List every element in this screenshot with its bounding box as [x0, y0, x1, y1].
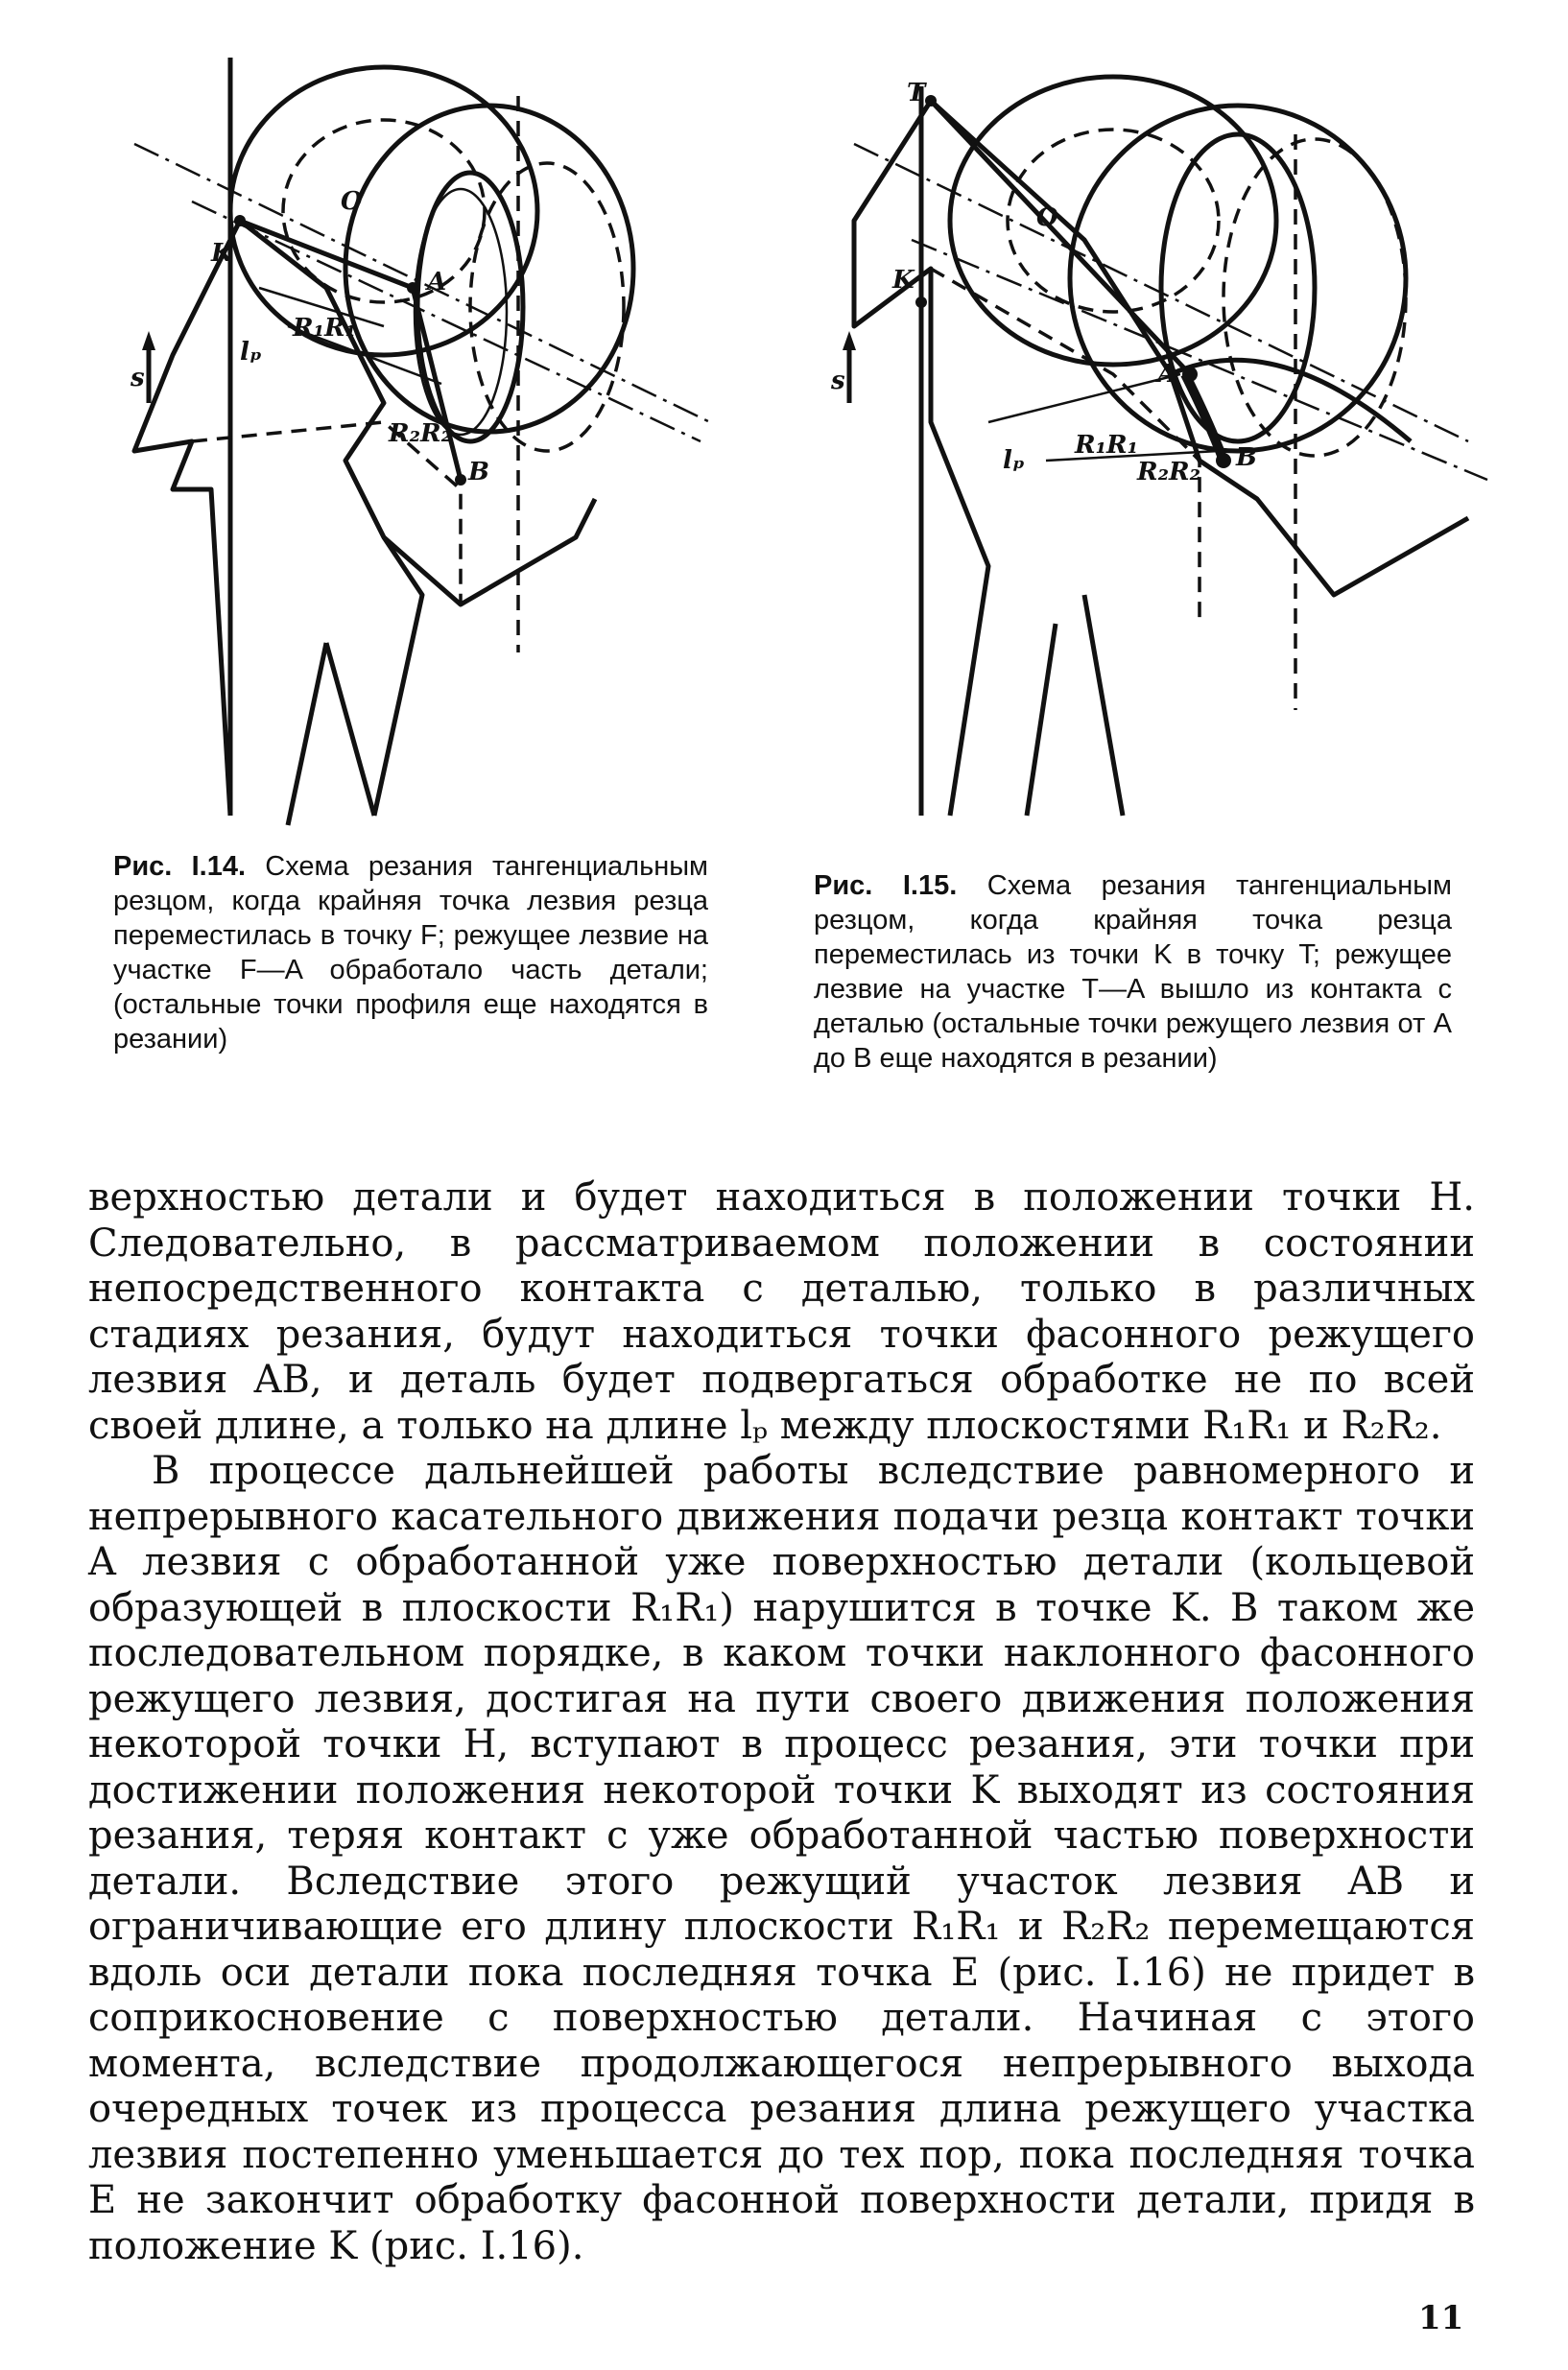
label-t: T [907, 79, 926, 107]
label-a: A [1157, 360, 1177, 389]
point-t-marker [925, 95, 937, 107]
page-number: 11 [1418, 2299, 1464, 2337]
edge-k-a [240, 221, 413, 288]
figure-1-14-caption-label: Рис. I.14. [113, 851, 247, 882]
label-s: s [131, 364, 145, 392]
figure-1-15 [796, 58, 1497, 835]
plane-r1 [988, 374, 1180, 422]
label-lp: lₚ [240, 338, 262, 367]
label-o: O [1036, 203, 1058, 232]
feed-arrow-head [843, 331, 856, 350]
figure-1-14-caption [113, 849, 708, 1056]
figure-1-15-drawing [796, 58, 1497, 835]
label-b: B [1236, 443, 1257, 472]
edge-a-b [413, 288, 461, 480]
tool-shank-left [288, 643, 326, 825]
body-text [88, 1175, 1475, 2269]
label-a: A [427, 268, 447, 296]
point-b-marker [455, 474, 466, 486]
tool-shank-right [326, 643, 374, 816]
label-o: O [341, 187, 363, 216]
tool-contour-right [931, 101, 1468, 595]
figure-1-14-caption-text: Схема резания тангенциальным резцом, когда крайняя точка лезвия резца переместилась в точку F; режущее лезвие на участке F—A обработало часть детали; (остальные точки профиля еще находятся в резании) [113, 851, 708, 1055]
point-k-marker [915, 296, 927, 308]
tool-contour-left [134, 221, 240, 816]
label-k: K [892, 266, 915, 295]
paragraph: В процессе дальнейшей работы вследствие равномерного и непрерывного касательного движения подачи резца контакт точки A лезвия с обработанной уже поверхностью детали (кольцевой образующей в плоскости R₁R₁) нарушится в точке K. В таком же последовательном порядке, в каком точки наклонного фасонного режущего лезвия, достигая на пути своего движения положения некоторой точки H, вступают в процесс резания, эти точки при достижении положения некоторой точки K выходят из состояния резания, теряя контакт с уже обработанной частью поверхности детали. Вследствие этого режущий участок лезвия AB и ограничивающие его длину плоскости R₁R₁ и R₂R₂ перемещаются вдоль оси детали пока последняя точка E (рис. I.16) не придет в соприкосновение с поверхностью детали. Начиная с этого момента, вследствие продолжающегося непрерывного выхода очередных точек из процесса резания длина режущего участка лезвия постепенно уменьшается до тех пор, пока последняя точка E не закончит обработку фасонной поверхности детали, придя в положение K (рис. I.16). [88, 1449, 1475, 2268]
figure-1-14 [96, 38, 729, 835]
figure-1-15-caption-label: Рис. I.15. [814, 870, 958, 901]
label-r1r1: R₁R₁ [293, 314, 356, 343]
figure-1-15-caption-text: Схема резания тангенциальным резцом, когда крайняя точка резца переместилась из точки K в точку T; режущее лезвие на участке T—A вышло из контакта с деталью (остальные точки режущего лезвия от A до B еще находятся в резании) [814, 870, 1452, 1074]
label-r1r1: R₁R₁ [1075, 431, 1138, 460]
detail-end-face [345, 106, 633, 432]
label-k: K [211, 239, 233, 268]
label-b: B [468, 458, 489, 486]
detail-ring-dashed [470, 163, 624, 451]
figure-1-15-caption [814, 868, 1452, 1076]
figure-1-14-drawing [96, 38, 729, 835]
label-r2r2: R₂R₂ [389, 419, 452, 448]
tool-edge [374, 537, 422, 816]
axis-line-2 [912, 240, 1487, 480]
feed-arrow-head [142, 331, 155, 350]
label-r2r2: R₂R₂ [1137, 458, 1200, 486]
label-lp: lₚ [1003, 446, 1025, 475]
tool-hidden-lines [931, 269, 1200, 624]
label-s: s [831, 367, 845, 395]
tool-shank-right [1084, 595, 1123, 816]
point-b-marker [1216, 453, 1231, 468]
point-a-marker [407, 282, 418, 294]
detail-outer-contour [950, 77, 1276, 365]
axis-line-1 [854, 144, 1468, 441]
point-a-marker [1182, 367, 1198, 382]
point-k-marker [234, 215, 246, 226]
paragraph: верхностью детали и будет находиться в положении точки H. Следовательно, в рассматриваемом положении в состоянии непосредственного контакта с деталью, только в различных стадиях резания, будут находиться точки фасонного режущего лезвия AB, и деталь будет подвергаться обработке не по всей своей длине, а только на длине lₚ между плоскостями R₁R₁ и R₂R₂. [88, 1175, 1475, 1448]
tool-shank-left [1027, 624, 1056, 816]
